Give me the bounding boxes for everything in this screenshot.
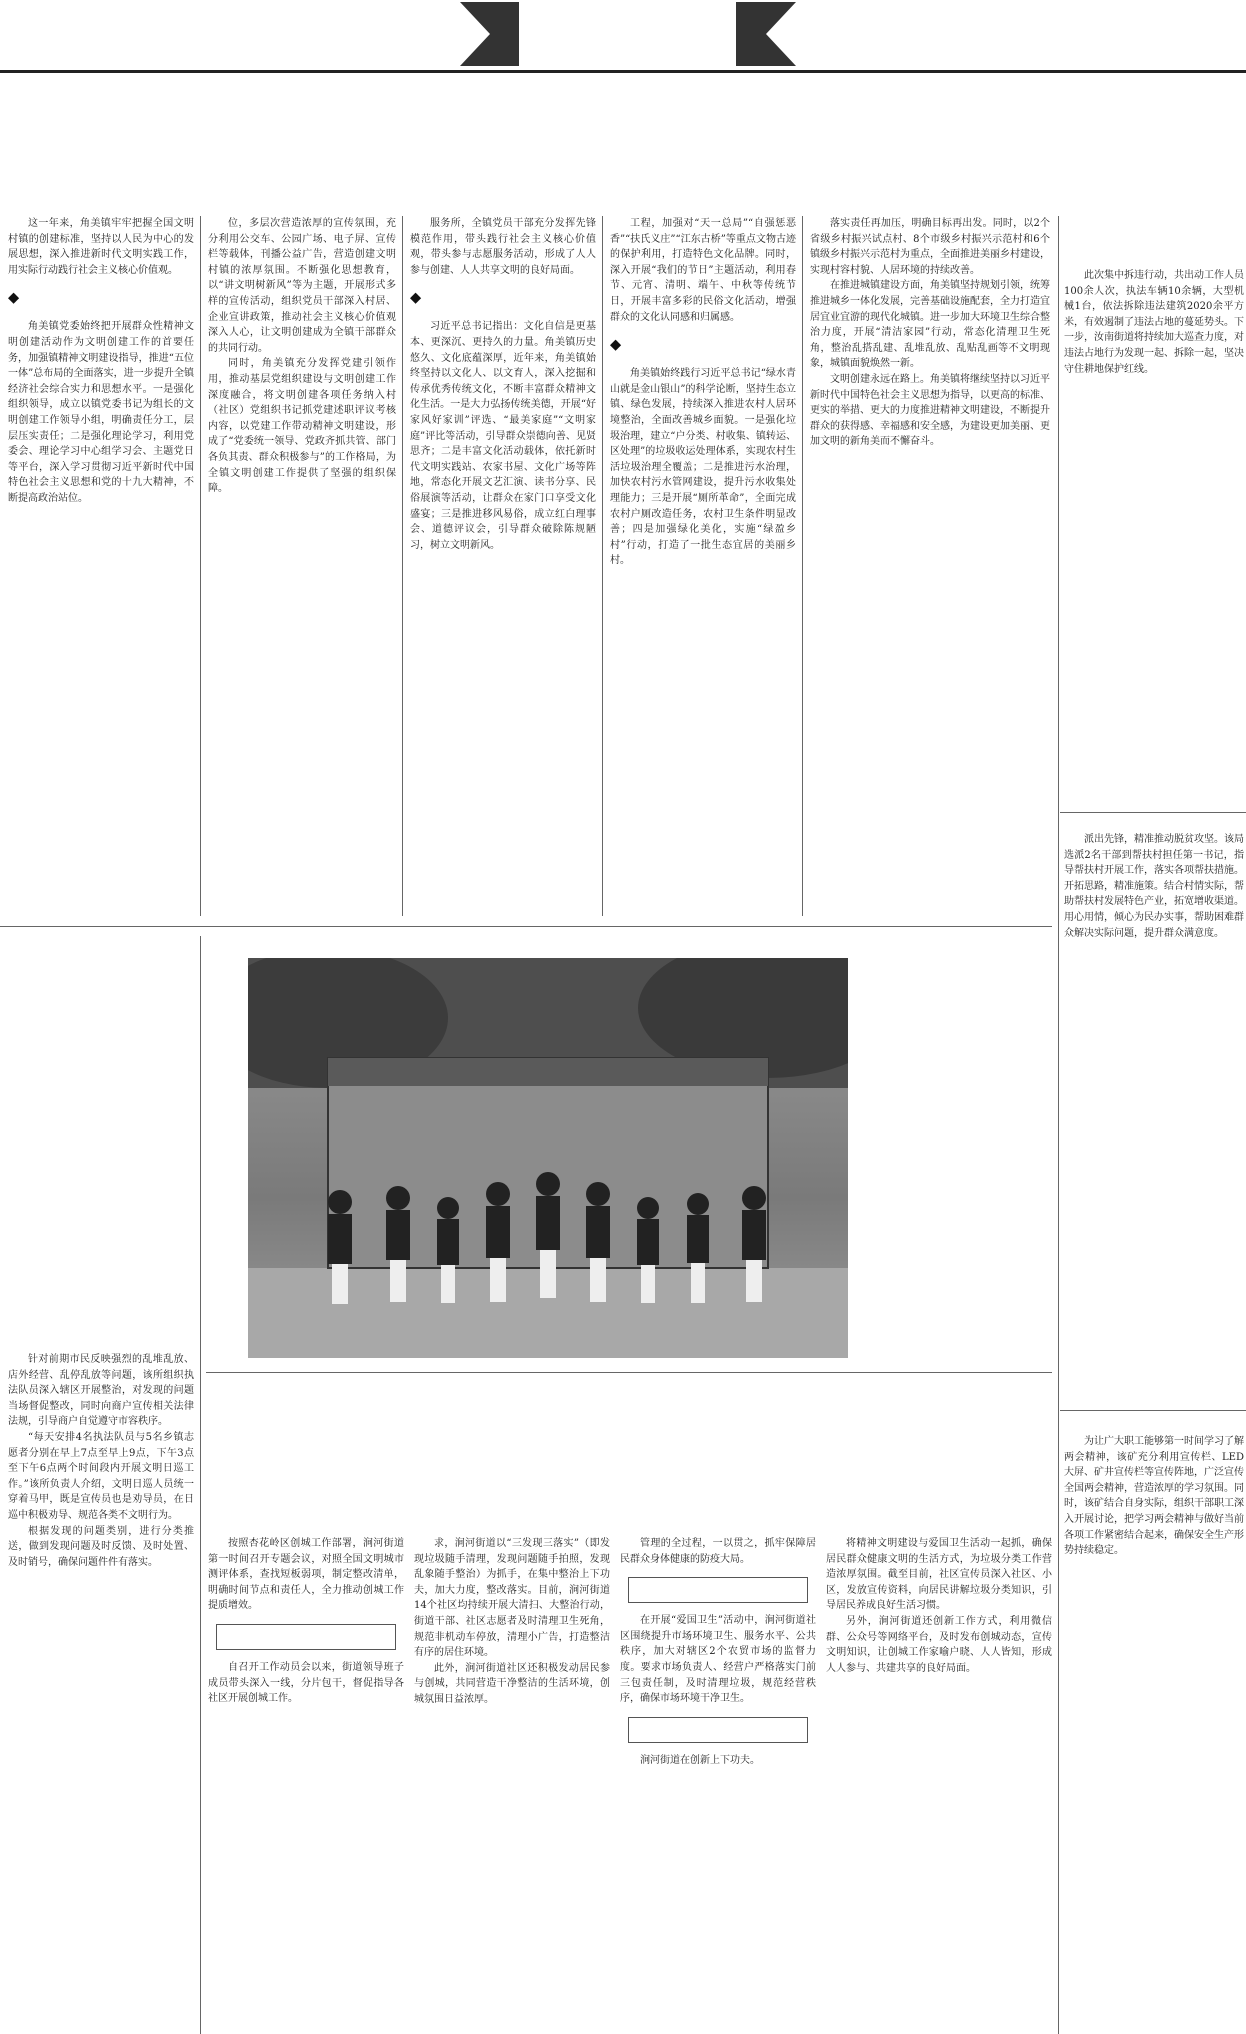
taiyuan-box-2 xyxy=(628,1577,808,1603)
section-divider xyxy=(0,926,1052,927)
taiyuan-box-1 xyxy=(216,1624,396,1650)
lead-subhead-1 xyxy=(8,288,194,309)
lead-subhead-2 xyxy=(410,288,596,309)
section-divider xyxy=(206,1372,1052,1373)
taiyuan-column: 管理的全过程，一以贯之，抓牢保障居民群众身体健康的防疫大局。 在开展“爱国卫生”活动中，涧河街道社区围绕提升市场环境卫生、服务水平、公共秩序，加大对辖区2个农贸市场的监督力度。要求市场负责人、经营户严格落实门前三包责任制，及时清理垃圾，规范经营秩序，确保市场环境干净卫生。 涧河街道在创新上下功夫。 xyxy=(620,1538,816,1766)
anji-body: 针对前期市民反映强烈的乱堆乱放、店外经营、乱停乱放等问题，该所组织执法队员深入辖区开展整治，对发现的问题当场督促整改，同时向商户宣传相关法律法规，引导商户自觉遵守市容秩序。 “每天安排4名执法队员与5名乡镇志愿者分别在早上7点至早上9点，下午3点至下午6点两个时间段内开展文明日巡工作。”该所负责人介绍，文明日巡人员统一穿着马甲，既是宣传员也是劝导员，在日巡中积极劝导、规范各类不文明行为。 根据发现的问题类别，进行分类推送，做到发现问题及时反馈、及时处置、及时销号，确保问题件件有落实。 xyxy=(8,1354,194,1568)
column-rule xyxy=(602,216,603,916)
diamond-icon: ◆ xyxy=(410,290,422,307)
activity-photo xyxy=(248,958,848,1358)
lead-column: 落实责任再加压，明确目标再出发。同时，以2个省级乡村振兴试点村、8个市级乡村振兴示范村和6个镇级乡村振兴示范村为重点，全面推进美丽乡村建设，实现村容村貌、人居环境的持续改善。 在推进城镇建设方面，角美镇坚持规划引领，统筹推进城乡一体化发展，完善基础设施配套，全力打造宜居宜业宜游的现代化城镇。进一步加大环境卫生综合整治力度，开展“清洁家园”行动，常态化清理卫生死角，整治乱搭乱建、乱堆乱放、乱贴乱画等不文明现象，城镇面貌焕然一新。 文明创建永远在路上。角美镇将继续坚持以习近平新时代中国特色社会主义思想为指导，以更高的标准、更实的举措、更大的力度推进精神文明建设，不断提升群众的获得感、幸福感和安全感，为建设更加美丽、更加文明的新角美而不懈奋斗。 xyxy=(810,218,1050,448)
taiyuan-box-3 xyxy=(628,1717,808,1743)
section-banner xyxy=(460,2,796,66)
sidebar-article-2 xyxy=(1064,818,1244,1428)
masthead-rule xyxy=(0,70,1246,73)
sidebar-rule xyxy=(1058,216,1059,2034)
sidebar-body: 派出先锋，精准推动脱贫攻坚。该局选派2名干部到帮扶村担任第一书记，指导帮扶村开展工作，落实各项帮扶措施。开拓思路，精准施策。结合村情实际，帮助帮扶村发展特色产业，拓宽增收渠道。用心用情，倾心为民办实事，帮助困难群众解决实际问题，提升群众满意度。 xyxy=(1064,834,1244,939)
lead-column: 工程，加强对“天一总局”“自强惩恶香”“扶氏义庄”“江东古桥”等重点文物古迹的保护利用，打造特色文化品牌。同时，深入开展“我们的节日”主题活动，利用春节、元宵、清明、端午、中秋等传统节日，开展丰富多彩的民俗文化活动，增强群众的文化认同感和归属感。 ◆ 角美镇始终践行习近平总书记“绿水青山就是金山银山”的科学论断，坚持生态立镇、绿色发展，持续深入推进农村人居环境整治，全面改善城乡面貌。一是强化垃圾治理，建立“户分类、村收集、镇转运、区处理”的垃圾收运处理体系，实现农村生活垃圾治理全覆盖；二是推进污水治理，加快农村污水管网建设，提升污水收集处理能力；三是开展“厕所革命”，全面完成农村户厕改造任务，农村卫生条件明显改善；四是加强绿化美化，实施“绿盈乡村”行动，打造了一批生态宜居的美丽乡村。 xyxy=(610,218,796,567)
sidebar-article-3 xyxy=(1064,1420,1244,2030)
diamond-icon: ◆ xyxy=(610,337,622,354)
diamond-icon: ◆ xyxy=(8,290,20,307)
lead-column: 服务所，全镇党员干部充分发挥先锋模范作用，带头践行社会主义核心价值观，带头参与志愿服务活动，形成了人人参与创建、人人共享文明的良好局面。 ◆ 习近平总书记指出：文化自信是更基本、更深沉、更持久的力量。角美镇历史悠久、文化底蕴深厚，近年来，角美镇始终坚持以文化人、以文育人，深入挖掘和传承优秀传统文化，不断丰富群众精神文化生活。一是大力弘扬传统美德，开展“好家风好家训”评选、“最美家庭”“文明家庭”评比等活动，引导群众崇德向善、见贤思齐；二是丰富文化活动载体，依托新时代文明实践站、农家书屋、文化广场等阵地，常态化开展文艺汇演、读书分享、民俗展演等活动，让群众在家门口享受文化盛宴；三是推进移风易俗，成立红白理事会、道德评议会，引导群众破除陈规陋习，树立文明新风。 xyxy=(410,218,596,551)
photo-caption xyxy=(858,958,1050,1358)
anji-title xyxy=(52,970,122,1300)
column-rule xyxy=(402,216,403,916)
column-rule xyxy=(200,936,201,2034)
sidebar-article-1 xyxy=(1064,250,1244,810)
taiyuan-column: 按照杏花岭区创城工作部署，涧河街道第一时间召开专题会议，对照全国文明城市测评体系，查找短板弱项，制定整改清单，明确时间节点和责任人，全力推动创城工作提质增效。 自召开工作动员会以来，街道领导班子成员带头深入一线，分片包干，督促指导各社区开展创城工作。 xyxy=(208,1538,404,1705)
sidebar-divider xyxy=(1060,812,1246,813)
masthead xyxy=(0,0,1246,78)
page-number xyxy=(6,10,76,58)
lead-column: 位，多层次营造浓厚的宣传氛围，充分利用公交车、公园广场、电子屏、宣传栏等载体，刊播公益广告，营造创建文明村镇的浓厚氛围。不断强化思想教育，以“讲文明树新风”等为主题，开展形式多样的宣传活动，组织党员干部深入村居、企业宣讲政策，推动社会主义核心价值观深入人心，让文明创建成为全镇干部群众的共同行动。 同时，角美镇充分发挥党建引领作用，推动基层党组织建设与文明创建工作深度融合，将文明创建各项任务纳入村（社区）党组织书记抓党建述职评议考核内容，以党建工作带动精神文明建设，形成了“党委统一领导、党政齐抓共管、部门各负其责、群众积极参与”的工作格局，为全镇文明创建工作提供了坚强的组织保障。 xyxy=(208,218,396,495)
section-banner-ornament xyxy=(460,2,796,66)
column-rule xyxy=(200,216,201,916)
sidebar-body: 此次集中拆违行动，共出动工作人员100余人次，执法车辆10余辆，大型机械1台，依法拆除违法建筑2020余平方米，有效遏制了违法占地的蔓延势头。下一步，汝南街道将持续加大巡查力度，对违法占地行为发现一起、拆除一起，坚决守住耕地保护红线。 xyxy=(1064,270,1244,375)
children-figures xyxy=(248,958,848,1358)
taiyuan-column: 求，涧河街道以“三发现三落实”（即发现垃圾随手清理，发现问题随手拍照，发现乱象随手整治）为抓手，在集中整治上下功夫，加大力度，整改落实。目前，涧河街道14个社区均持续开展大清扫、大整治行动，街道干部、社区志愿者及时清理卫生死角，规范非机动车停放，清理小广告，打造整洁有序的居住环境。 此外，涧河街道社区还积极发动居民参与创城，共同营造干净整洁的生活环境，创城氛围日益浓厚。 xyxy=(414,1538,610,1705)
lead-subhead-3 xyxy=(610,335,796,356)
sidebar-divider xyxy=(1060,1410,1246,1411)
sidebar-body: 为让广大职工能够第一时间学习了解两会精神，该矿充分利用宣传栏、LED大屏、矿井宣传栏等宣传阵地，广泛宣传全国两会精神，营造浓厚的学习氛围。同时，该矿结合自身实际，组织干部职工深入开展讨论，把学习两会精神与做好当前各项工作紧密结合起来，确保安全生产形势持续稳定。 xyxy=(1064,1436,1244,1557)
taiyuan-column: 将精神文明建设与爱国卫生活动一起抓，确保居民群众健康文明的生活方式，为垃圾分类工作营造浓厚氛围。截至目前，社区宣传员深入社区、小区，发放宣传资料，向居民讲解垃圾分类知识，引导居民养成良好生活习惯。 另外，涧河街道还创新工作方式，利用微信群、公众号等网络平台，及时发布创城动态，宣传文明知识，让创城工作家喻户晓、人人皆知，形成人人参与、共建共享的良好局面。 xyxy=(826,1538,1052,1674)
column-rule xyxy=(802,216,803,916)
photo-credit xyxy=(860,1294,878,1354)
lead-column: 这一年来，角美镇牢牢把握全国文明村镇的创建标准，坚持以人民为中心的发展思想，深入推进新时代文明实践工作，用实际行动践行社会主义核心价值观。 ◆ 角美镇党委始终把开展群众性精神文明创建活动作为文明创建工作的首要任务，加强镇精神文明建设指导，推进“五位一体”总布局的全面落实，进一步提升全镇经济社会综合实力和思想水平。一是强化组织领导，成立以镇党委书记为组长的文明创建工作领导小组，明确责任分工，层层压实责任；二是强化理论学习，利用党委会、理论学习中心组学习会、主题党日等平台，深入学习贯彻习近平新时代中国特色社会主义思想和党的十九大精神，不断提高政治站位。 xyxy=(8,218,194,504)
